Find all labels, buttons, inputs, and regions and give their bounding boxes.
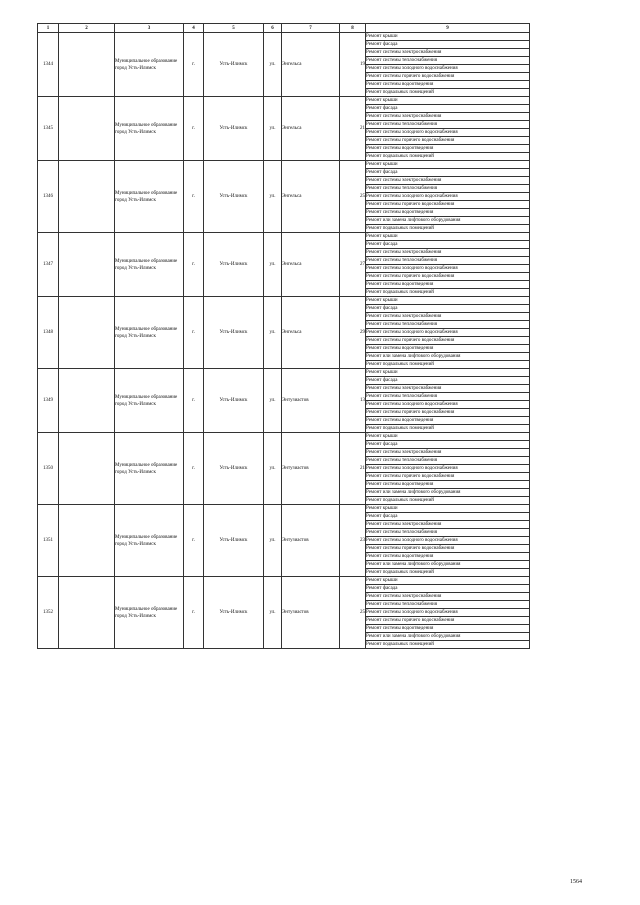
work-item: Ремонт подвальных помещений [366, 361, 530, 369]
table-row [38, 433, 530, 441]
work-item: Ремонт подвальных помещений [366, 641, 530, 649]
record-number: 1345 [38, 97, 59, 161]
work-item: Ремонт системы холодного водоснабжения [366, 193, 530, 201]
work-item: Ремонт системы водоотведения [366, 481, 530, 489]
municipality: Муниципальное образование город Усть-Илимск [115, 369, 184, 433]
work-item: Ремонт системы холодного водоснабжения [366, 329, 530, 337]
work-item: Ремонт подвальных помещений [366, 289, 530, 297]
work-item: Ремонт системы горячего водоснабжения [366, 473, 530, 481]
city: Усть-Илимск [204, 505, 264, 577]
work-item: Ремонт системы холодного водоснабжения [366, 129, 530, 137]
table-row [38, 297, 530, 305]
street-name: Энтузиастов [282, 577, 340, 649]
work-item: Ремонт подвальных помещений [366, 153, 530, 161]
street-name: Энтузиастов [282, 369, 340, 433]
work-item: Ремонт или замена лифтового оборудования [366, 561, 530, 569]
house-number: 21 [340, 97, 366, 161]
record-number: 1344 [38, 33, 59, 97]
table-row [38, 369, 530, 377]
empty-cell [59, 233, 115, 297]
work-item: Ремонт системы холодного водоснабжения [366, 465, 530, 473]
settlement-type: г. [184, 161, 204, 233]
municipality: Муниципальное образование город Усть-Илимск [115, 161, 184, 233]
work-item: Ремонт системы электроснабжения [366, 249, 530, 257]
work-item: Ремонт фасада [366, 441, 530, 449]
work-item: Ремонт подвальных помещений [366, 89, 530, 97]
work-item: Ремонт системы электроснабжения [366, 177, 530, 185]
street-name: Энгельса [282, 161, 340, 233]
header-col-2: 2 [59, 24, 115, 33]
work-item: Ремонт системы теплоснабжения [366, 393, 530, 401]
street-name: Энтузиастов [282, 433, 340, 505]
street-name: Энтузиастов [282, 505, 340, 577]
work-item: Ремонт системы электроснабжения [366, 521, 530, 529]
work-item: Ремонт фасада [366, 169, 530, 177]
work-item: Ремонт или замена лифтового оборудования [366, 353, 530, 361]
settlement-type: г. [184, 369, 204, 433]
work-item: Ремонт системы электроснабжения [366, 385, 530, 393]
work-item: Ремонт системы электроснабжения [366, 113, 530, 121]
table-row [38, 33, 530, 41]
house-number: 13 [340, 369, 366, 433]
work-item: Ремонт системы теплоснабжения [366, 601, 530, 609]
work-item: Ремонт системы горячего водоснабжения [366, 617, 530, 625]
record-number: 1349 [38, 369, 59, 433]
work-item: Ремонт системы холодного водоснабжения [366, 609, 530, 617]
settlement-type: г. [184, 577, 204, 649]
work-item: Ремонт системы водоотведения [366, 625, 530, 633]
work-item: Ремонт или замена лифтового оборудования [366, 217, 530, 225]
settlement-type: г. [184, 233, 204, 297]
work-item: Ремонт системы горячего водоснабжения [366, 409, 530, 417]
work-item: Ремонт системы холодного водоснабжения [366, 265, 530, 273]
work-item: Ремонт системы теплоснабжения [366, 321, 530, 329]
header-col-1: 1 [38, 24, 59, 33]
house-number: 25 [340, 577, 366, 649]
work-item: Ремонт системы горячего водоснабжения [366, 545, 530, 553]
settlement-type: г. [184, 505, 204, 577]
work-item: Ремонт или замена лифтового оборудования [366, 489, 530, 497]
city: Усть-Илимск [204, 433, 264, 505]
work-item: Ремонт системы горячего водоснабжения [366, 201, 530, 209]
city: Усть-Илимск [204, 577, 264, 649]
work-item: Ремонт системы холодного водоснабжения [366, 65, 530, 73]
work-item: Ремонт крыши [366, 33, 530, 41]
city: Усть-Илимск [204, 33, 264, 97]
settlement-type: г. [184, 297, 204, 369]
table-row [38, 577, 530, 585]
work-item: Ремонт фасада [366, 305, 530, 313]
table-row [38, 505, 530, 513]
header-col-3: 3 [115, 24, 184, 33]
header-col-6: 6 [264, 24, 282, 33]
work-item: Ремонт крыши [366, 161, 530, 169]
empty-cell [59, 161, 115, 233]
municipality: Муниципальное образование город Усть-Илимск [115, 233, 184, 297]
work-item: Ремонт системы водоотведения [366, 553, 530, 561]
work-item: Ремонт фасада [366, 41, 530, 49]
work-item: Ремонт фасада [366, 105, 530, 113]
house-number: 29 [340, 297, 366, 369]
street-type: ул. [264, 233, 282, 297]
house-number: 25 [340, 161, 366, 233]
work-item: Ремонт системы теплоснабжения [366, 257, 530, 265]
work-item: Ремонт системы электроснабжения [366, 49, 530, 57]
empty-cell [59, 33, 115, 97]
header-col-7: 7 [282, 24, 340, 33]
repair-plan-table [37, 23, 530, 649]
settlement-type: г. [184, 433, 204, 505]
work-item: Ремонт крыши [366, 433, 530, 441]
empty-cell [59, 369, 115, 433]
table-row [38, 97, 530, 105]
work-item: Ремонт системы водоотведения [366, 209, 530, 217]
work-item: Ремонт системы горячего водоснабжения [366, 137, 530, 145]
street-type: ул. [264, 297, 282, 369]
record-number: 1348 [38, 297, 59, 369]
work-item: Ремонт системы горячего водоснабжения [366, 273, 530, 281]
work-item: Ремонт системы электроснабжения [366, 313, 530, 321]
record-number: 1352 [38, 577, 59, 649]
work-item: Ремонт системы холодного водоснабжения [366, 537, 530, 545]
page-number: 1564 [570, 879, 582, 885]
street-type: ул. [264, 97, 282, 161]
work-item: Ремонт крыши [366, 577, 530, 585]
street-type: ул. [264, 161, 282, 233]
empty-cell [59, 297, 115, 369]
header-col-5: 5 [204, 24, 264, 33]
work-item: Ремонт крыши [366, 297, 530, 305]
work-item: Ремонт крыши [366, 369, 530, 377]
record-number: 1351 [38, 505, 59, 577]
street-name: Энгельса [282, 97, 340, 161]
city: Усть-Илимск [204, 297, 264, 369]
work-item: Ремонт системы водоотведения [366, 145, 530, 153]
record-number: 1347 [38, 233, 59, 297]
house-number: 21 [340, 433, 366, 505]
work-item: Ремонт фасада [366, 585, 530, 593]
work-item: Ремонт системы электроснабжения [366, 593, 530, 601]
street-type: ул. [264, 433, 282, 505]
work-item: Ремонт крыши [366, 233, 530, 241]
street-name: Энгельса [282, 233, 340, 297]
work-item: Ремонт системы теплоснабжения [366, 529, 530, 537]
empty-cell [59, 505, 115, 577]
municipality: Муниципальное образование город Усть-Илимск [115, 97, 184, 161]
header-col-9: 9 [366, 24, 530, 33]
street-type: ул. [264, 33, 282, 97]
settlement-type: г. [184, 33, 204, 97]
work-item: Ремонт системы водоотведения [366, 81, 530, 89]
street-name: Энгельса [282, 33, 340, 97]
work-item: Ремонт системы теплоснабжения [366, 185, 530, 193]
work-item: Ремонт системы теплоснабжения [366, 121, 530, 129]
work-item: Ремонт системы горячего водоснабжения [366, 337, 530, 345]
work-item: Ремонт подвальных помещений [366, 569, 530, 577]
work-item: Ремонт системы водоотведения [366, 417, 530, 425]
work-item: Ремонт системы водоотведения [366, 345, 530, 353]
work-item: Ремонт фасада [366, 377, 530, 385]
city: Усть-Илимск [204, 161, 264, 233]
city: Усть-Илимск [204, 97, 264, 161]
street-type: ул. [264, 369, 282, 433]
work-item: Ремонт системы теплоснабжения [366, 457, 530, 465]
municipality: Муниципальное образование город Усть-Илимск [115, 433, 184, 505]
work-item: Ремонт системы электроснабжения [366, 449, 530, 457]
header-row [38, 24, 530, 33]
work-item: Ремонт системы холодного водоснабжения [366, 401, 530, 409]
empty-cell [59, 433, 115, 505]
work-item: Ремонт системы теплоснабжения [366, 57, 530, 65]
table-row [38, 233, 530, 241]
municipality: Муниципальное образование город Усть-Илимск [115, 577, 184, 649]
settlement-type: г. [184, 97, 204, 161]
municipality: Муниципальное образование город Усть-Илимск [115, 505, 184, 577]
house-number: 23 [340, 505, 366, 577]
street-name: Энгельса [282, 297, 340, 369]
work-item: Ремонт или замена лифтового оборудования [366, 633, 530, 641]
work-item: Ремонт подвальных помещений [366, 497, 530, 505]
empty-cell [59, 97, 115, 161]
record-number: 1350 [38, 433, 59, 505]
table-row [38, 161, 530, 169]
header-col-4: 4 [184, 24, 204, 33]
work-item: Ремонт системы горячего водоснабжения [366, 73, 530, 81]
work-item: Ремонт подвальных помещений [366, 425, 530, 433]
empty-cell [59, 577, 115, 649]
work-item: Ремонт системы водоотведения [366, 281, 530, 289]
house-number: 27 [340, 233, 366, 297]
work-item: Ремонт крыши [366, 505, 530, 513]
city: Усть-Илимск [204, 233, 264, 297]
street-type: ул. [264, 505, 282, 577]
municipality: Муниципальное образование город Усть-Илимск [115, 33, 184, 97]
city: Усть-Илимск [204, 369, 264, 433]
record-number: 1346 [38, 161, 59, 233]
work-item: Ремонт фасада [366, 513, 530, 521]
header-col-8: 8 [340, 24, 366, 33]
work-item: Ремонт фасада [366, 241, 530, 249]
work-item: Ремонт подвальных помещений [366, 225, 530, 233]
street-type: ул. [264, 577, 282, 649]
work-item: Ремонт крыши [366, 97, 530, 105]
municipality: Муниципальное образование город Усть-Илимск [115, 297, 184, 369]
house-number: 19 [340, 33, 366, 97]
